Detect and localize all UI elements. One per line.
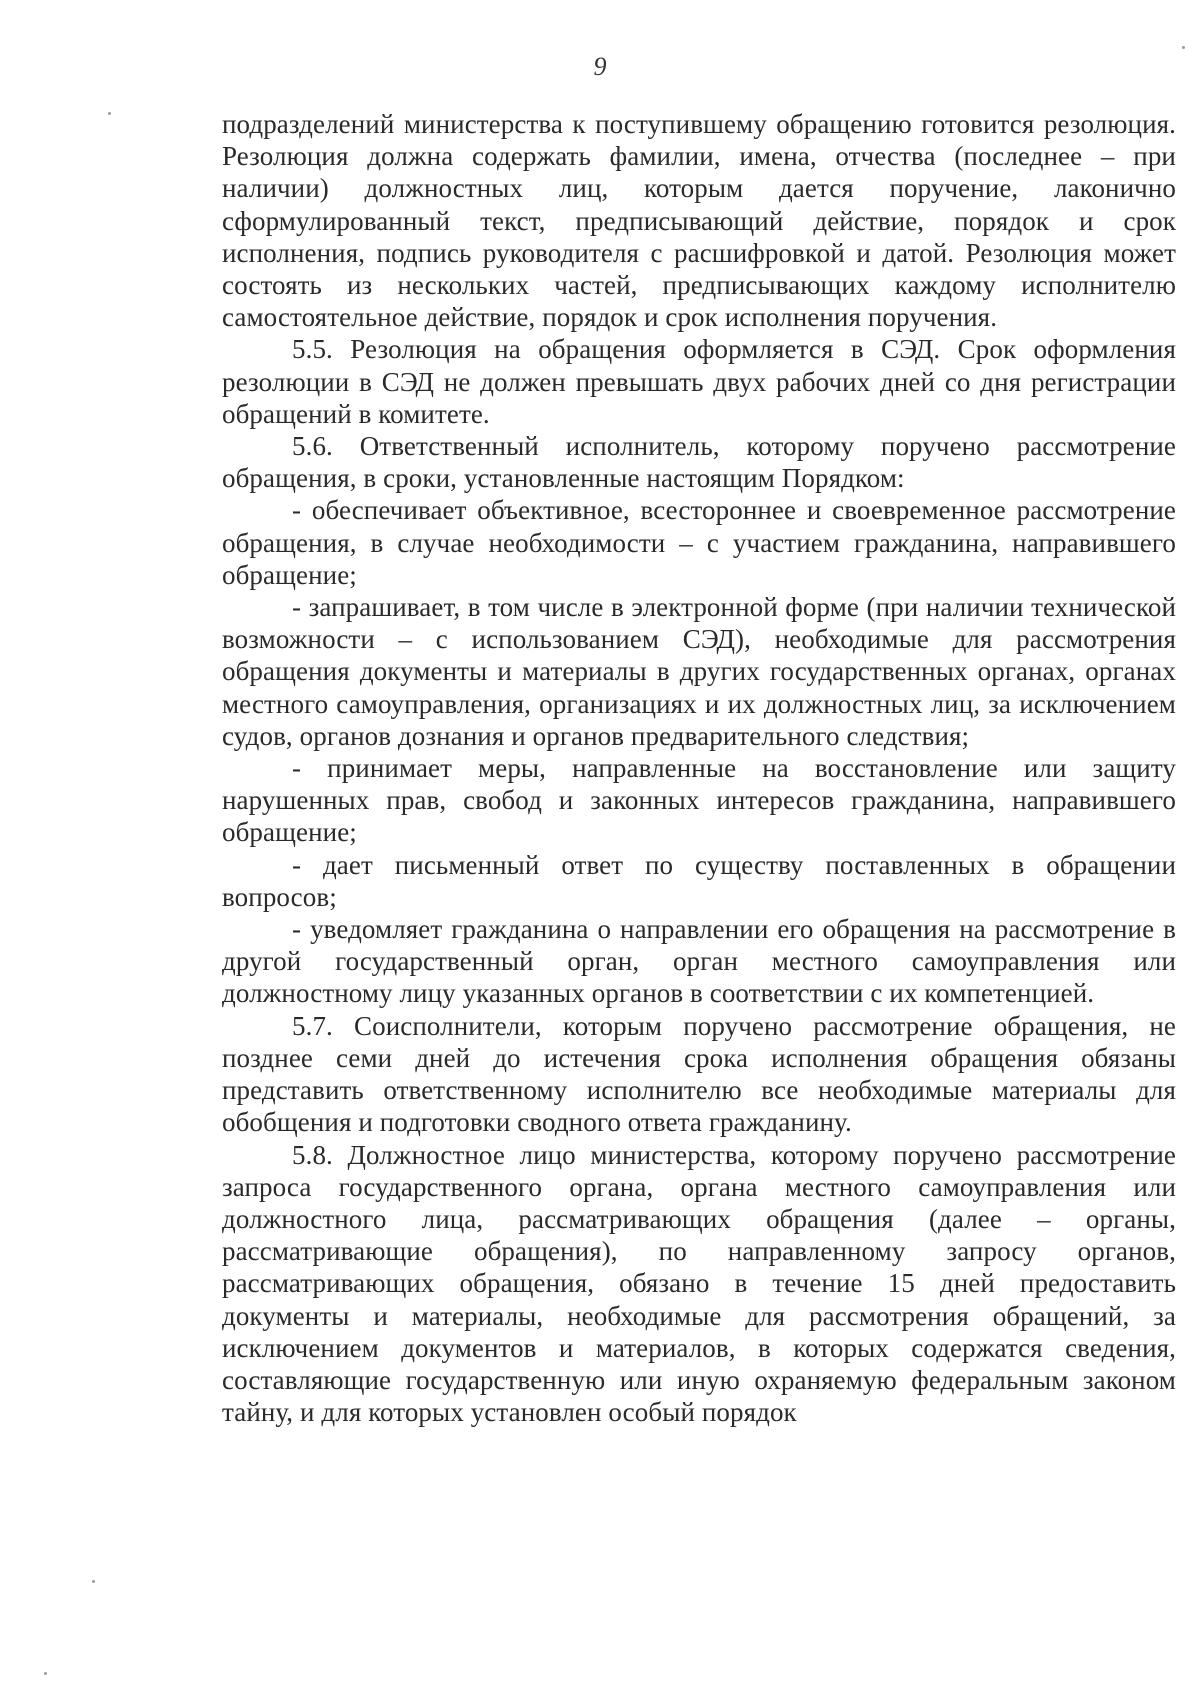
list-item-takes-measures: - принимает меры, направленные на восстановление или защиту нарушенных прав, свобод и законных интересов гражданина, направившего обращение; — [222, 753, 1176, 848]
scan-speck — [92, 1580, 95, 1583]
list-item-notifies-citizen: - уведомляет гражданина о направлении его обращения на рассмотрение в другой государственный орган, орган местного самоуправления или должностному лицу указанных органов в соответствии с их компетенцией. — [222, 914, 1176, 1009]
page-number: 9 — [593, 52, 607, 81]
scan-speck — [108, 112, 111, 115]
list-item-requests-documents: - запрашивает, в том числе в электронной форме (при наличии технической возможности – с использованием СЭД), необходимые для рассмотрения обращения документы и материалы в других государственных органах, органах местного самоуправления, организациях и их должностных лиц, за исключением судов, органов дознания и органов предварительного следствия; — [222, 592, 1176, 751]
paragraph-5-7: 5.7. Соисполнители, которым поручено рассмотрение обращения, не позднее семи дней до истечения срока исполнения обращения обязаны представить ответственному исполнителю все необходимые материалы для обобщения и подготовки сводного ответа гражданину. — [222, 1010, 1176, 1138]
scan-speck — [1182, 46, 1185, 49]
paragraph-5-5: 5.5. Резолюция на обращения оформляется в СЭД. Срок оформления резолюции в СЭД не должен превышать двух рабочих дней со дня регистрации обращений в комитете. — [222, 334, 1176, 429]
list-item-gives-answer: - дает письменный ответ по существу поставленных в обращении вопросов; — [222, 849, 1176, 912]
paragraph-continuation: подразделений министерства к поступившему обращению готовится резолюция. Резолюция должна содержать фамилии, имена, отчества (последнее – при наличии) должностных лиц, которым дается поручение, лаконично сформулированный текст, предписывающий действие, порядок и срок исполнения, подпись руководителя с расшифровкой и датой. Резолюция может состоять из нескольких частей, предписывающих каждому исполнителю самостоятельное действие, порядок и срок исполнения поручения. — [222, 109, 1176, 333]
list-item-ensures-review: - обеспечивает объективное, всестороннее и своевременное рассмотрение обращения, в случае необходимости – с участием гражданина, направившего обращение; — [222, 495, 1176, 590]
paragraph-5-6: 5.6. Ответственный исполнитель, которому поручено рассмотрение обращения, в сроки, установленные настоящим Порядком: — [222, 431, 1176, 494]
paragraph-5-8: 5.8. Должностное лицо министерства, которому поручено рассмотрение запроса государственного органа, органа местного самоуправления или должностного лица, рассматривающих обращения (далее – органы, рассматривающие обращения), по направленному запросу органов, рассматривающих обращения, обязано в течение 15 дней предоставить документы и материалы, необходимые для рассмотрения обращений, за исключением документов и материалов, в которых содержатся сведения, составляющие государственную или иную охраняемую федеральным законом тайну, и для которых установлен особый порядок — [222, 1139, 1176, 1428]
document-body — [222, 108, 1176, 1428]
scan-speck — [44, 1672, 47, 1675]
